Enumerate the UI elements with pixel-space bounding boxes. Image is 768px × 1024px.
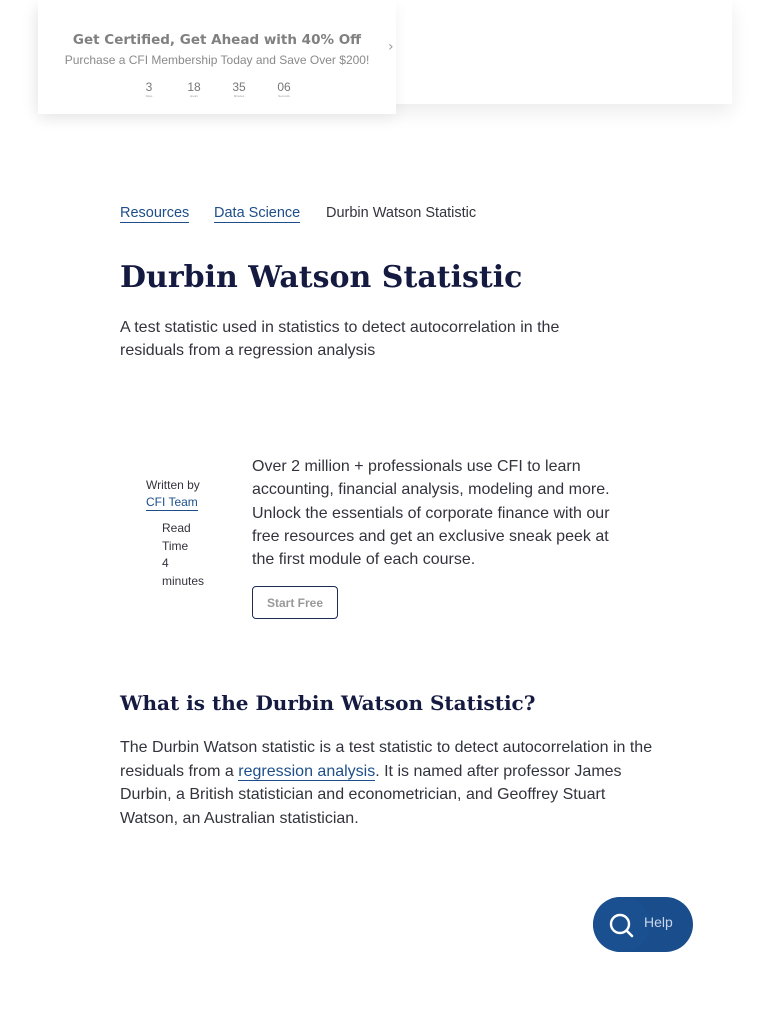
- help-icon-circle: [593, 897, 650, 952]
- countdown-hours: [182, 80, 206, 98]
- countdown-minutes: [227, 80, 251, 98]
- chevron-right-icon[interactable]: ›: [388, 39, 394, 55]
- page-title: Durbin Watson Statistic: [120, 260, 523, 295]
- breadcrumb-resources[interactable]: Resources: [120, 205, 190, 221]
- start-free-button[interactable]: Start Free: [252, 586, 338, 619]
- countdown-timer: [38, 80, 396, 100]
- read-time-label-1: Read: [162, 521, 191, 535]
- section-heading: What is the Durbin Watson Statistic?: [120, 691, 536, 715]
- section-paragraph: [120, 736, 660, 830]
- read-time-value: 4: [162, 556, 169, 570]
- paragraph-text-before-link: The Durbin Watson statistic is a test statistic to detect autocorrelation in the residuals from a: [120, 739, 653, 780]
- breadcrumb-data-science[interactable]: Data Science: [214, 205, 301, 221]
- read-time: [162, 520, 222, 590]
- countdown-days-value: 3: [145, 80, 153, 94]
- author-block: [146, 477, 226, 511]
- paragraph-text-after-link: . It is named after professor James Durbin, a British statistician and econometrician, and Geoffrey Stuart Watson, an Australian statistician.: [120, 762, 622, 827]
- countdown-seconds: [272, 80, 296, 98]
- countdown-minutes-label: Minutes: [233, 94, 245, 98]
- promo-banner[interactable]: [38, 0, 396, 114]
- read-time-label-2: Time: [162, 538, 189, 553]
- countdown-days-label: Days: [145, 94, 153, 98]
- countdown-days: [137, 80, 161, 98]
- read-time-unit: minutes: [162, 573, 205, 588]
- regression-analysis-link[interactable]: regression analysis: [238, 762, 376, 780]
- author-link[interactable]: CFI Team: [146, 495, 198, 509]
- page-subtitle: A test statistic used in statistics to detect autocorrelation in the residuals from a regression analysis: [120, 319, 560, 359]
- countdown-hours-value: 18: [187, 80, 201, 94]
- countdown-seconds-label: Seconds: [278, 94, 290, 98]
- help-widget-button[interactable]: [593, 897, 693, 952]
- written-by-label: Written by: [146, 478, 200, 492]
- help-icon: [607, 911, 635, 939]
- countdown-minutes-value: 35: [232, 80, 246, 94]
- countdown-hours-label: Hours: [189, 94, 198, 98]
- breadcrumb-current: Durbin Watson Statistic: [326, 205, 477, 221]
- help-label: Help: [644, 914, 673, 930]
- promo-title: Get Certified, Get Ahead with 40% Off: [72, 32, 362, 48]
- promo-subtitle: Purchase a CFI Membership Today and Save Over $200!: [64, 53, 370, 67]
- membership-promo-text: Over 2 million + professionals use CFI to learn accounting, financial analysis, modeling and more. Unlock the essentials of corporate finance with our free resources and get an exclusive sneak peek at the first module of each course.: [252, 458, 610, 569]
- countdown-seconds-value: 06: [277, 80, 291, 94]
